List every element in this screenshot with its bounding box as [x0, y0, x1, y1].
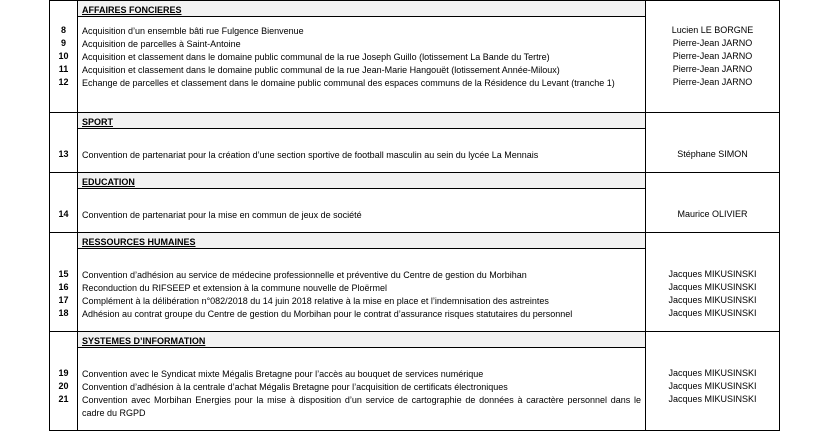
section-title: AFFAIRES FONCIERES	[78, 1, 645, 17]
item-number: 13	[58, 149, 69, 159]
agenda-item-text: Reconduction du RIFSEEP et extension à la commune nouvelle de Ploërmel	[82, 283, 388, 293]
agenda-section	[50, 332, 780, 431]
item-number: 11	[58, 64, 69, 74]
agenda-section	[50, 113, 780, 173]
agenda-item-text: Echange de parcelles et classement dans le domaine public communal des espaces communs de la Résidence du Levant (tranche 1)	[82, 78, 615, 88]
agenda-section	[50, 173, 780, 233]
rapporteur-name: Pierre-Jean JARNO	[672, 38, 753, 48]
rapporteur-column	[646, 233, 780, 332]
section-title: EDUCATION	[78, 173, 645, 189]
item-number-column	[50, 332, 78, 431]
rapporteur-name: Jacques MIKUSINSKI	[668, 308, 757, 318]
rapporteur-name: Jacques MIKUSINSKI	[668, 394, 757, 404]
agenda-item-text: Convention avec Morbihan Energies pour la mise à disposition d’un service de cartographie de données à caractère personnel dans le cadre du RGPD	[82, 395, 641, 418]
agenda-section	[50, 1, 780, 113]
rapporteur-name: Lucien LE BORGNE	[671, 25, 754, 35]
rapporteur-column	[646, 113, 780, 173]
agenda-item-text: Adhésion au contrat groupe du Centre de gestion du Morbihan pour le contrat d’assurance risques statutaires du personnel	[82, 309, 573, 319]
section-body	[78, 233, 646, 332]
rapporteur-name: Pierre-Jean JARNO	[672, 64, 753, 74]
agenda-item-text: Complément à la délibération n°082/2018 du 14 juin 2018 relative à la mise en place et l’indemnisation des astreintes	[82, 296, 549, 306]
item-number: 17	[58, 295, 69, 305]
agenda-item-text: Convention d’adhésion à la centrale d’achat Mégalis Bretagne pour l’acquisition de certificats électroniques	[82, 382, 508, 392]
item-number: 8	[60, 25, 66, 35]
rapporteur-name: Jacques MIKUSINSKI	[668, 269, 757, 279]
item-number: 9	[60, 38, 66, 48]
item-number: 14	[58, 209, 69, 219]
agenda-item-text: Acquisition et classement dans le domaine public communal de la rue Joseph Guillo (lotissement La Bande du Tertre)	[82, 52, 550, 62]
agenda-item-text: Convention de partenariat pour la mise en commun de jeux de société	[82, 210, 362, 220]
section-body	[78, 332, 646, 431]
rapporteur-column	[646, 173, 780, 233]
rapporteur-name: Jacques MIKUSINSKI	[668, 368, 757, 378]
agenda-item-text: Acquisition d’un ensemble bâti rue Fulgence Bienvenue	[82, 26, 304, 36]
rapporteur-name: Jacques MIKUSINSKI	[668, 381, 757, 391]
rapporteur-name: Pierre-Jean JARNO	[672, 77, 753, 87]
item-number: 21	[58, 394, 69, 404]
item-number: 10	[58, 51, 69, 61]
section-body	[78, 113, 646, 173]
item-number: 15	[58, 269, 69, 279]
item-number-column	[50, 173, 78, 233]
item-number-column	[50, 113, 78, 173]
agenda-item-text: Convention d’adhésion au service de médecine professionnelle et préventive du Centre de gestion du Morbihan	[82, 270, 527, 280]
agenda-item-text: Convention avec le Syndicat mixte Mégalis Bretagne pour l’accès au bouquet de services numérique	[82, 369, 484, 379]
agenda-item-text: Convention de partenariat pour la création d’une section sportive de football masculin au sein du lycée La Mennais	[82, 150, 539, 160]
agenda-section	[50, 233, 780, 332]
section-body	[78, 1, 646, 113]
agenda-item-text: Acquisition de parcelles à Saint-Antoine	[82, 39, 241, 49]
item-number: 20	[58, 381, 69, 391]
item-number: 19	[58, 368, 69, 378]
section-title: RESSOURCES HUMAINES	[78, 233, 645, 249]
rapporteur-column	[646, 1, 780, 113]
rapporteur-column	[646, 332, 780, 431]
rapporteur-name: Pierre-Jean JARNO	[672, 51, 753, 61]
section-body	[78, 173, 646, 233]
rapporteur-name: Stéphane SIMON	[677, 149, 748, 159]
agenda-item-text: Acquisition et classement dans le domaine public communal de la rue Jean-Marie Hangouët (lotissement Année-Miloux)	[82, 65, 560, 75]
rapporteur-name: Maurice OLIVIER	[677, 209, 748, 219]
rapporteur-name: Jacques MIKUSINSKI	[668, 295, 757, 305]
agenda-table	[49, 0, 780, 431]
item-number-column	[50, 233, 78, 332]
item-number: 12	[58, 77, 69, 87]
rapporteur-name: Jacques MIKUSINSKI	[668, 282, 757, 292]
item-number: 18	[58, 308, 69, 318]
item-number: 16	[58, 282, 69, 292]
item-number-column	[50, 1, 78, 113]
section-title: SYSTEMES D’INFORMATION	[78, 332, 645, 348]
section-title: SPORT	[78, 113, 645, 129]
